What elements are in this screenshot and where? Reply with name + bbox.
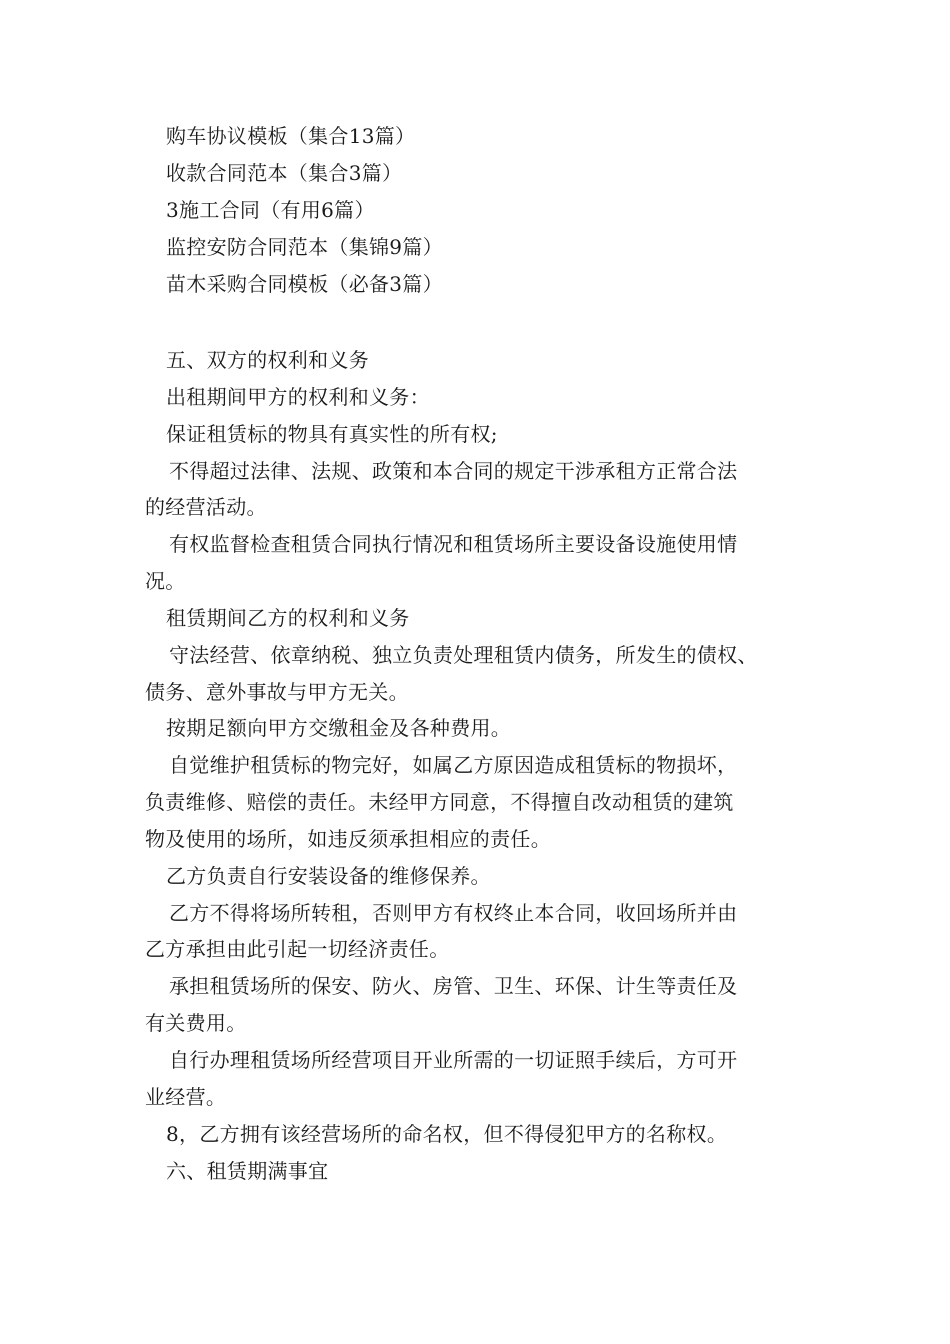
- paragraph: 乙方负责自行安装设备的维修保养。: [166, 864, 491, 888]
- related-doc-link[interactable]: 苗木采购合同模板（必备3篇）: [166, 272, 443, 296]
- paragraph: 8，乙方拥有该经营场所的命名权，但不得侵犯甲方的名称权。: [166, 1122, 728, 1146]
- paragraph-continuation: 有关费用。: [145, 1011, 247, 1035]
- paragraph: 保证租赁标的物具有真实性的所有权;: [166, 422, 498, 446]
- paragraph: 乙方不得将场所转租，否则甲方有权终止本合同，收回场所并由: [169, 901, 738, 925]
- paragraph: 出租期间甲方的权利和义务：: [166, 385, 430, 409]
- paragraph-continuation: 物及使用的场所，如违反须承担相应的责任。: [145, 827, 551, 851]
- paragraph-continuation: 况。: [145, 569, 186, 593]
- paragraph-continuation: 负责维修、赔偿的责任。未经甲方同意，不得擅自改动租赁的建筑: [145, 790, 734, 814]
- related-doc-link[interactable]: 购车协议模板（集合13篇）: [166, 124, 416, 148]
- paragraph-continuation: 的经营活动。: [145, 495, 267, 519]
- section-heading: 六、租赁期满事宜: [166, 1159, 329, 1183]
- paragraph-continuation: 乙方承担由此引起一切经济责任。: [145, 937, 450, 961]
- paragraph: 自行办理租赁场所经营项目开业所需的一切证照手续后，方可开: [169, 1048, 738, 1072]
- paragraph: 有权监督检查租赁合同执行情况和租赁场所主要设备设施使用情: [169, 532, 738, 556]
- related-doc-link[interactable]: 收款合同范本（集合3篇）: [166, 161, 403, 185]
- paragraph-continuation: 债务、意外事故与甲方无关。: [145, 680, 409, 704]
- paragraph: 不得超过法律、法规、政策和本合同的规定干涉承租方正常合法: [169, 459, 738, 483]
- related-doc-link[interactable]: 监控安防合同范本（集锦9篇）: [166, 235, 443, 259]
- paragraph: 按期足额向甲方交缴租金及各种费用。: [166, 716, 512, 740]
- paragraph-continuation: 业经营。: [145, 1085, 227, 1109]
- paragraph: 自觉维护租赁标的物完好，如属乙方原因造成租赁标的物损坏，: [169, 753, 738, 777]
- paragraph: 承担租赁场所的保安、防火、房管、卫生、环保、计生等责任及: [169, 974, 738, 998]
- paragraph: 守法经营、依章纳税、独立负责处理租赁内债务，所发生的债权、: [169, 643, 758, 667]
- section-heading: 五、双方的权利和义务: [166, 348, 369, 372]
- related-doc-link[interactable]: 3施工合同（有用6篇）: [166, 198, 375, 222]
- paragraph: 租赁期间乙方的权利和义务: [166, 606, 410, 630]
